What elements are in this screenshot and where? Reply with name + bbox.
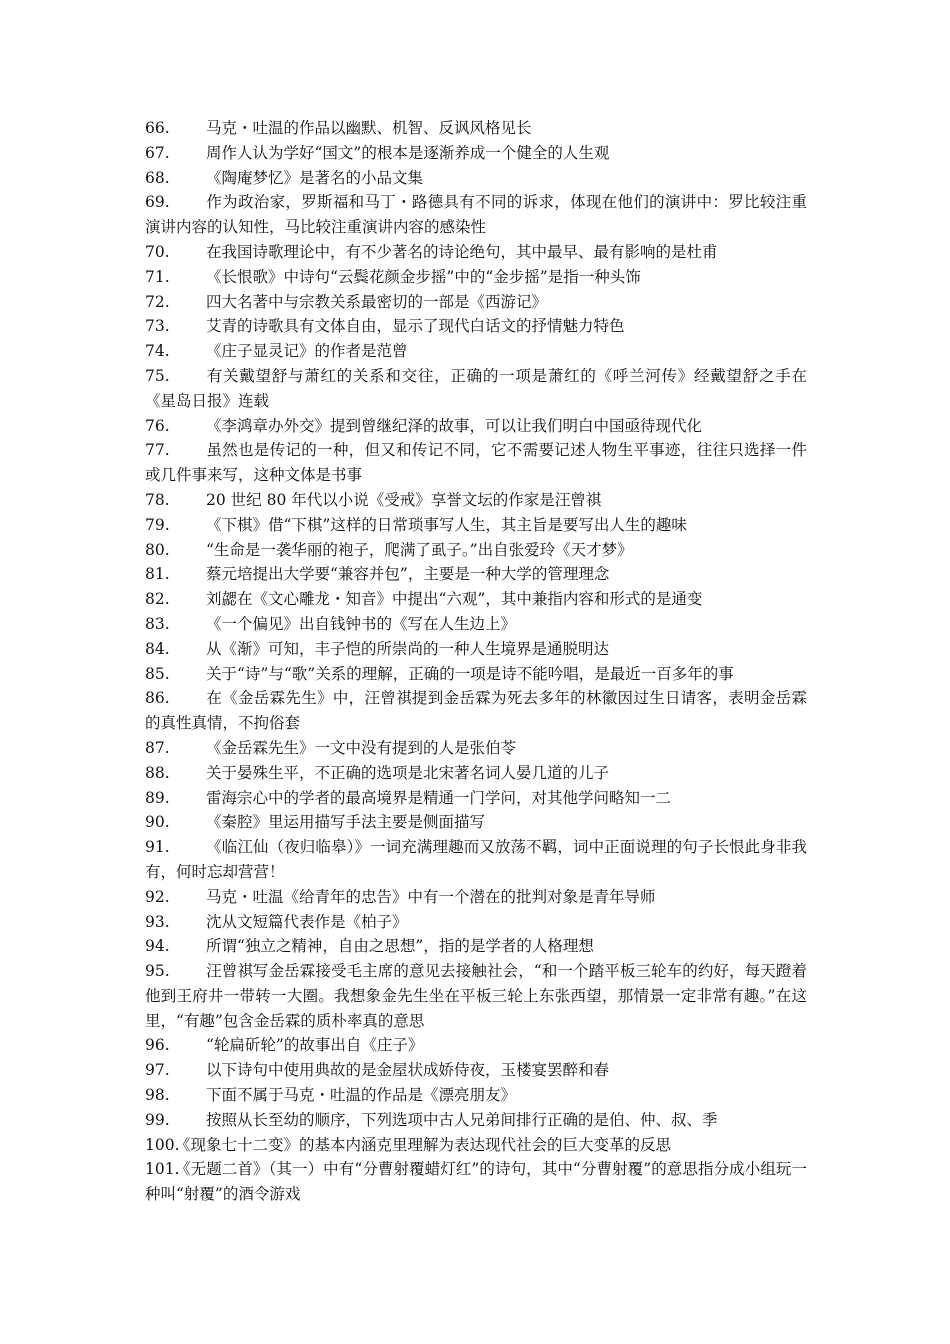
list-item: [145, 761, 807, 786]
list-item: [145, 364, 807, 414]
item-number: 90.: [145, 813, 170, 832]
item-text: 20 世纪 80 年代以小说《受戒》享誉文坛的作家是汪曾祺: [206, 490, 602, 509]
item-text: 关于晏殊生平，不正确的选项是北宋著名词人晏几道的儿子: [206, 763, 610, 782]
list-item: [145, 488, 807, 513]
list-item: [145, 662, 807, 687]
list-item: [145, 290, 807, 315]
list-item: [145, 959, 807, 1033]
item-text: 在我国诗歌理论中，有不少著名的诗论绝句，其中最早、最有影响的是杜甫: [206, 242, 718, 261]
item-text: 虽然也是传记的一种，但又和传记不同，它不需要记述人物生平事迹，往往只选择一件或几件事来写，这种文体是书事: [145, 441, 807, 485]
list-item: [145, 265, 807, 290]
item-text: 关于“诗”与“歌”关系的理解，正确的一项是诗不能吟唱，是最近一百多年的事: [206, 664, 734, 683]
item-number: 75.: [145, 366, 170, 385]
item-number: 74.: [145, 342, 170, 361]
item-number: 83.: [145, 614, 170, 633]
list-item: [145, 786, 807, 811]
item-number: 88.: [145, 763, 170, 782]
item-text: 马克・吐温《给青年的忠告》中有一个潜在的批判对象是青年导师: [206, 887, 656, 906]
item-text: 刘勰在《文心雕龙・知音》中提出“六观”，其中兼指内容和形式的是通变: [206, 590, 703, 609]
item-text: 以下诗句中使用典故的是金屋状成娇侍夜，玉楼宴罢醉和春: [206, 1061, 610, 1080]
item-number: 100.: [145, 1135, 180, 1154]
list-item: [145, 1157, 807, 1207]
list-item: [145, 835, 807, 885]
item-text: 《长恨歌》中诗句“云鬓花颜金步摇”中的“金步摇”是指一种头饰: [206, 267, 641, 286]
list-item: [145, 141, 807, 166]
item-text: 有关戴望舒与萧红的关系和交往，正确的一项是萧红的《呼兰河传》经戴望舒之手在《星岛日报》连载: [145, 366, 807, 410]
item-text: 《无题二首》（其一）中有“分曹射覆蜡灯红”的诗句，其中“分曹射覆”的意思指分成小组玩一种叫“射覆”的酒令游戏: [145, 1160, 807, 1204]
list-item: [145, 612, 807, 637]
item-number: 87.: [145, 738, 170, 757]
item-number: 76.: [145, 416, 170, 435]
item-number: 92.: [145, 887, 170, 906]
item-number: 81.: [145, 565, 170, 584]
list-item: [145, 414, 807, 439]
list-item: [145, 339, 807, 364]
item-number: 101.: [145, 1160, 180, 1179]
item-number: 79.: [145, 515, 170, 534]
item-number: 66.: [145, 119, 170, 137]
item-number: 93.: [145, 912, 170, 931]
item-text: 《李鸿章办外交》提到曾继纪泽的故事，可以让我们明白中国亟待现代化: [206, 416, 703, 435]
item-text: 雷海宗心中的学者的最高境界是精通一门学问，对其他学问略知一二: [206, 788, 672, 807]
item-number: 86.: [145, 689, 170, 708]
item-text: 周作人认为学好“国文”的根本是逐渐养成一个健全的人生观: [206, 143, 610, 162]
item-number: 73.: [145, 317, 170, 336]
item-text: 《下棋》借“下棋”这样的日常琐事写人生，其主旨是要写出人生的趣味: [206, 515, 687, 534]
list-item: [145, 736, 807, 761]
list-item: [145, 438, 807, 488]
item-number: 72.: [145, 292, 170, 311]
item-text: 《一个偏见》出自钱钟书的《写在人生边上》: [206, 614, 517, 633]
item-text: 《秦腔》里运用描写手法主要是侧面描写: [206, 813, 486, 832]
item-number: 80.: [145, 540, 170, 559]
item-number: 77.: [145, 441, 170, 460]
list-item: [145, 116, 807, 141]
item-number: 89.: [145, 788, 170, 807]
list-item: [145, 240, 807, 265]
list-item: [145, 190, 807, 240]
list-item: [145, 314, 807, 339]
item-text: 按照从长至幼的顺序，下列选项中古人兄弟间排行正确的是伯、仲、叔、季: [206, 1110, 718, 1129]
item-text: 马克・吐温的作品以幽默、机智、反讽风格见长: [206, 119, 532, 137]
item-text: 在《金岳霖先生》中，汪曾祺提到金岳霖为死去多年的林徽因过生日请客，表明金岳霖的真性真情，不拘俗套: [145, 689, 807, 733]
list-item: [145, 1108, 807, 1133]
item-text: 从《渐》可知，丰子恺的所崇尚的一种人生境界是通脱明达: [206, 639, 610, 658]
item-text: 艾青的诗歌具有文体自由，显示了现代白话文的抒情魅力特色: [206, 317, 625, 336]
item-number: 99.: [145, 1110, 170, 1129]
item-text: “轮扁斫轮”的故事出自《庄子》: [206, 1036, 424, 1055]
list-item: [145, 1058, 807, 1083]
list-item: [145, 538, 807, 563]
item-number: 94.: [145, 937, 170, 956]
list-item: [145, 513, 807, 538]
item-number: 70.: [145, 242, 170, 261]
item-number: 97.: [145, 1061, 170, 1080]
item-text: 所谓“独立之精神，自由之思想”，指的是学者的人格理想: [206, 937, 594, 956]
item-text: “生命是一袭华丽的袍子，爬满了虱子。”出自张爱玲《天才梦》: [206, 540, 633, 559]
item-number: 85.: [145, 664, 170, 683]
list-item: [145, 562, 807, 587]
list-item: [145, 910, 807, 935]
item-number: 84.: [145, 639, 170, 658]
item-text: 下面不属于马克・吐温的作品是《漂亮朋友》: [206, 1086, 517, 1105]
list-item: [145, 810, 807, 835]
list-item: [145, 587, 807, 612]
item-number: 78.: [145, 490, 170, 509]
item-number: 91.: [145, 838, 170, 857]
list-item: [145, 637, 807, 662]
item-number: 69.: [145, 193, 170, 212]
item-text: 四大名著中与宗教关系最密切的一部是《西游记》: [206, 292, 548, 311]
list-item: [145, 1033, 807, 1058]
item-text: 蔡元培提出大学要“兼容并包”，主要是一种大学的管理理念: [206, 565, 610, 584]
item-number: 98.: [145, 1086, 170, 1105]
item-number: 82.: [145, 590, 170, 609]
item-number: 68.: [145, 168, 170, 187]
question-list: [145, 116, 807, 1207]
item-text: 《临江仙（夜归临皋）》一词充满理趣而又放荡不羁，词中正面说理的句子长恨此身非我有，何时忘却营营！: [145, 838, 807, 881]
item-text: 沈从文短篇代表作是《柏子》: [206, 912, 408, 931]
list-item: [145, 1083, 807, 1108]
item-text: 《陶庵梦忆》是著名的小品文集: [206, 168, 424, 187]
list-item: [145, 686, 807, 736]
item-number: 95.: [145, 962, 170, 981]
item-text: 《庄子显灵记》的作者是范曾: [206, 342, 408, 361]
item-text: 汪曾祺写金岳霖接受毛主席的意见去接触社会，“和一个踏平板三轮车的约好，每天蹬着他到王府井一带转一大圈。我想象金先生坐在平板三轮上东张西望，那情景一定非常有趣。”在这里，“有趣”包含金岳霖的质朴率真的意思: [145, 962, 807, 1030]
item-text: 《金岳霖先生》一文中没有提到的人是张伯苓: [206, 738, 517, 757]
item-number: 71.: [145, 267, 170, 286]
item-number: 96.: [145, 1036, 170, 1055]
list-item: [145, 166, 807, 191]
item-number: 67.: [145, 143, 170, 162]
list-item: [145, 885, 807, 910]
item-text: 《现象七十二变》的基本内涵克里理解为表达现代社会的巨大变革的反思: [175, 1135, 672, 1154]
item-text: 作为政治家，罗斯福和马丁・路德具有不同的诉求，体现在他们的演讲中：罗比较注重演讲内容的认知性，马比较注重演讲内容的感染性: [145, 193, 807, 237]
list-item: [145, 934, 807, 959]
list-item: [145, 1133, 807, 1158]
